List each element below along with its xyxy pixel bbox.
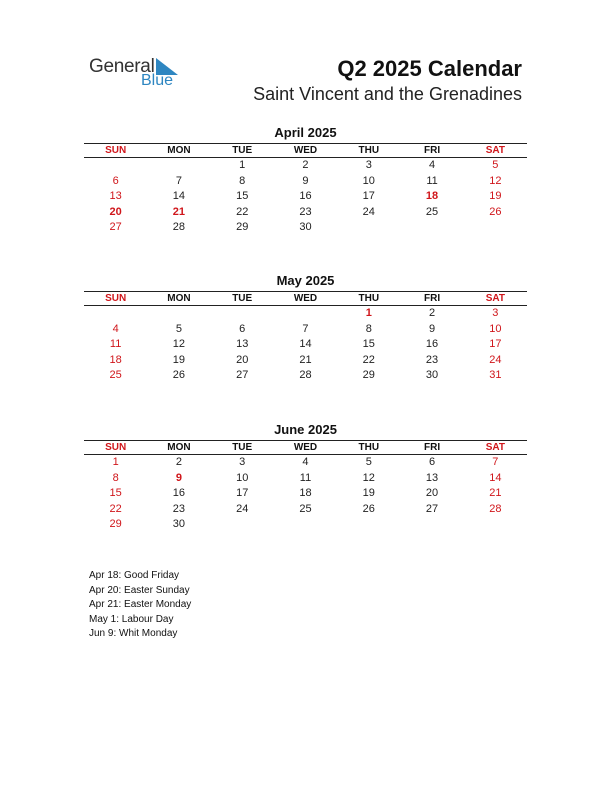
- day-cell: 15: [362, 338, 375, 351]
- weekday-header: [84, 143, 527, 158]
- day-cell: [464, 517, 527, 533]
- month-may: [84, 273, 527, 384]
- day-cell: 2: [302, 159, 309, 171]
- day-cell: [211, 306, 274, 322]
- day-cell: [147, 158, 210, 174]
- day-cell: [147, 306, 210, 322]
- day-cell: 22: [362, 353, 375, 366]
- weekday-label: WED: [293, 293, 318, 304]
- week-row: [84, 174, 527, 190]
- logo-text-general: General: [89, 56, 155, 77]
- logo-text-blue: Blue: [141, 72, 174, 89]
- weekday-label: SUN: [105, 293, 127, 304]
- weekday-label: SAT: [485, 145, 505, 156]
- week-row: [84, 189, 527, 205]
- day-cell: 3: [492, 307, 499, 319]
- day-cell: 25: [299, 502, 312, 515]
- day-cell: 1: [112, 456, 119, 468]
- week-row: [84, 455, 527, 471]
- weekday-label: FRI: [423, 442, 441, 453]
- day-cell: 15: [236, 190, 249, 203]
- day-cell: 26: [172, 369, 186, 382]
- month-title: June 2025: [274, 422, 337, 437]
- day-cell: 29: [109, 518, 122, 531]
- day-cell: 6: [428, 456, 436, 468]
- day-cell: 18: [425, 190, 439, 203]
- day-cell: 6: [239, 322, 246, 335]
- day-cell: 20: [109, 205, 122, 218]
- day-cell: 16: [299, 190, 312, 203]
- month-title: April 2025: [274, 125, 337, 140]
- day-cell: [274, 306, 337, 322]
- day-cell: 14: [489, 471, 502, 484]
- day-cell: 25: [425, 205, 439, 218]
- day-cell: 13: [236, 338, 249, 351]
- page-title: Q2 2025 Calendar: [337, 56, 522, 81]
- day-cell: 9: [428, 322, 436, 335]
- day-cell: 17: [236, 487, 249, 500]
- day-cell: 23: [425, 353, 439, 366]
- day-cell: 27: [425, 502, 439, 515]
- weekday-label: MON: [167, 442, 191, 453]
- day-cell: [84, 158, 147, 174]
- day-cell: 28: [489, 502, 502, 515]
- day-cell: [400, 220, 463, 236]
- weekday-label: SUN: [105, 442, 127, 453]
- day-cell: 10: [489, 322, 502, 335]
- day-cell: 23: [172, 502, 186, 515]
- day-cell: [211, 517, 274, 533]
- day-cell: 24: [489, 353, 502, 366]
- day-cell: 7: [175, 174, 182, 187]
- day-cell: 3: [365, 159, 372, 171]
- day-cell: 12: [489, 174, 502, 187]
- day-cell: 5: [492, 159, 499, 171]
- day-cell: 18: [299, 487, 312, 500]
- day-cell: 21: [172, 205, 186, 218]
- day-cell: 17: [362, 190, 375, 203]
- week-row: [84, 220, 527, 236]
- day-cell: 16: [425, 338, 439, 351]
- week-row: [84, 306, 527, 322]
- day-cell: 16: [172, 487, 186, 500]
- month-june: [84, 422, 527, 533]
- day-cell: [400, 517, 463, 533]
- day-cell: 12: [362, 471, 375, 484]
- day-cell: 10: [236, 471, 249, 484]
- week-row: [84, 368, 527, 384]
- day-cell: 31: [489, 369, 502, 382]
- weekday-header: [84, 291, 527, 306]
- holiday-list: [89, 569, 191, 642]
- weekday-label: SAT: [485, 442, 505, 453]
- day-cell: 23: [299, 205, 312, 218]
- weekday-label: THU: [358, 293, 380, 304]
- day-cell: 28: [299, 369, 312, 382]
- day-cell: 22: [236, 205, 249, 218]
- day-cell: 9: [302, 174, 309, 187]
- day-cell: [274, 517, 337, 533]
- day-cell: 4: [302, 456, 309, 468]
- day-cell: 8: [112, 471, 119, 484]
- weekday-label: TUE: [232, 442, 253, 453]
- day-cell: [337, 517, 400, 533]
- day-cell: 4: [112, 322, 119, 335]
- week-row: [84, 502, 527, 518]
- day-cell: 30: [299, 221, 312, 234]
- month-title: May 2025: [276, 273, 335, 288]
- week-row: [84, 158, 527, 174]
- day-cell: 19: [362, 487, 375, 500]
- holiday-item: Apr 18: Good Friday: [89, 570, 180, 581]
- weekday-label: MON: [167, 145, 191, 156]
- day-cell: [464, 220, 527, 236]
- month-april: [84, 125, 527, 236]
- page-subtitle: Saint Vincent and the Grenadines: [253, 84, 522, 104]
- day-cell: 1: [239, 159, 246, 171]
- day-cell: 5: [175, 322, 182, 335]
- day-cell: 11: [426, 174, 438, 187]
- week-row: [84, 205, 527, 221]
- day-cell: 13: [425, 471, 439, 484]
- weekday-label: THU: [358, 145, 380, 156]
- day-cell: 20: [425, 487, 439, 500]
- day-cell: 15: [109, 487, 122, 500]
- holiday-item: Apr 21: Easter Monday: [89, 599, 192, 611]
- weekday-label: SUN: [105, 145, 127, 156]
- day-cell: 30: [425, 369, 439, 382]
- day-cell: 21: [299, 353, 312, 366]
- day-cell: 13: [109, 190, 122, 203]
- week-row: [84, 322, 527, 338]
- day-cell: 3: [239, 456, 246, 468]
- week-row: [84, 353, 527, 369]
- weekday-header: [84, 440, 527, 455]
- day-cell: 24: [362, 205, 375, 218]
- weekday-label: WED: [293, 442, 318, 453]
- day-cell: 7: [492, 456, 499, 468]
- day-cell: 26: [362, 502, 375, 515]
- holiday-item: Apr 20: Easter Sunday: [89, 584, 190, 596]
- day-cell: 20: [236, 353, 249, 366]
- day-cell: 24: [236, 502, 249, 515]
- day-cell: 25: [109, 369, 122, 382]
- day-cell: 27: [236, 369, 249, 382]
- day-cell: 8: [365, 322, 372, 335]
- weekday-label: TUE: [232, 293, 253, 304]
- day-cell: 2: [175, 456, 182, 468]
- week-row: [84, 471, 527, 487]
- holiday-item: May 1: Labour Day: [89, 613, 174, 625]
- day-cell: 26: [489, 205, 502, 218]
- day-cell: 5: [365, 456, 372, 468]
- day-cell: 27: [109, 221, 122, 234]
- weekday-label: FRI: [423, 145, 441, 156]
- holiday-item: Jun 9: Whit Monday: [89, 628, 178, 640]
- day-cell: [84, 306, 147, 322]
- weekday-label: SAT: [485, 293, 505, 304]
- day-cell: 4: [428, 159, 436, 171]
- day-cell: 14: [172, 190, 186, 203]
- weekday-label: THU: [358, 442, 380, 453]
- day-cell: 14: [299, 338, 312, 351]
- day-cell: 12: [172, 338, 186, 351]
- day-cell: 2: [428, 307, 436, 319]
- day-cell: 10: [362, 174, 375, 187]
- day-cell: 19: [172, 353, 186, 366]
- logo: [89, 56, 199, 96]
- week-row: [84, 517, 527, 533]
- week-row: [84, 337, 527, 353]
- day-cell: [337, 220, 400, 236]
- day-cell: 21: [489, 487, 502, 500]
- day-cell: 6: [112, 174, 119, 187]
- weekday-label: MON: [167, 293, 191, 304]
- day-cell: 8: [239, 174, 246, 187]
- weekday-label: WED: [293, 145, 318, 156]
- day-cell: 11: [109, 338, 122, 351]
- day-cell: 9: [175, 471, 182, 484]
- day-cell: 17: [489, 338, 502, 351]
- day-cell: 18: [109, 353, 122, 366]
- day-cell: 7: [302, 322, 309, 335]
- day-cell: 29: [236, 221, 249, 234]
- weekday-label: FRI: [423, 293, 441, 304]
- day-cell: 19: [489, 190, 502, 203]
- day-cell: 22: [109, 502, 122, 515]
- day-cell: 30: [172, 518, 186, 531]
- day-cell: 1: [365, 307, 372, 319]
- week-row: [84, 486, 527, 502]
- day-cell: 11: [299, 471, 312, 484]
- day-cell: 29: [362, 369, 375, 382]
- day-cell: 28: [172, 221, 186, 234]
- weekday-label: TUE: [232, 145, 253, 156]
